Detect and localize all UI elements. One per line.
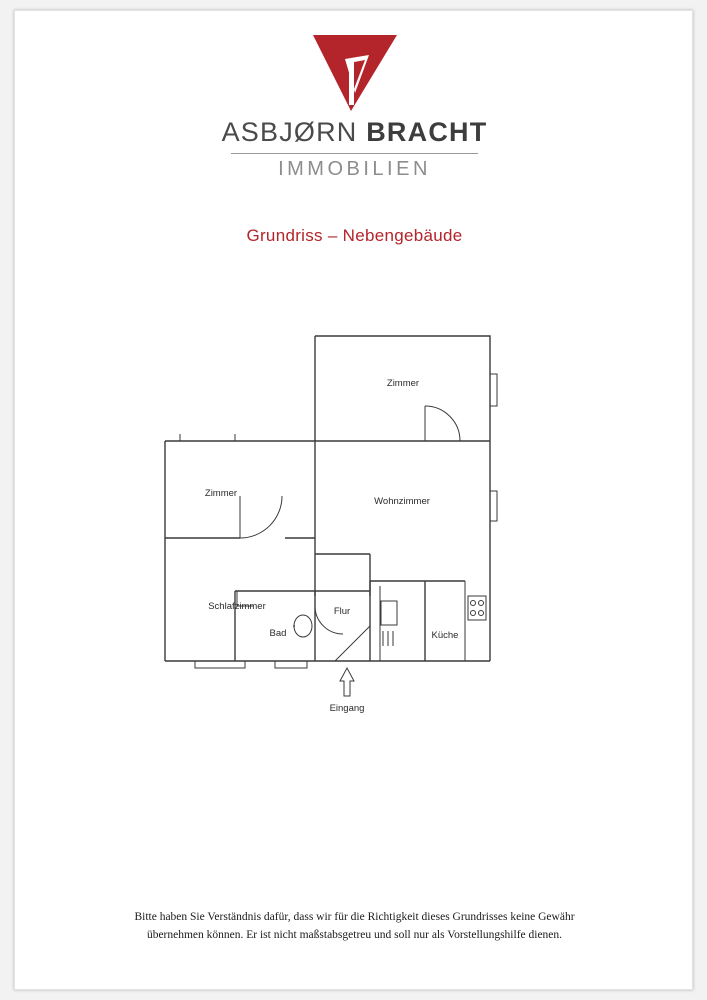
disclaimer-line-2: übernehmen können. Er ist nicht maßstabsgetreu und soll nur als Vorstellungshilfe dienen. (146, 928, 563, 941)
room-label-bad: Bad (269, 628, 286, 639)
disclaimer-line-1: Bitte haben Sie Verständnis dafür, dass wir für die Richtigkeit dieses Grundrisses keine Gewähr (134, 911, 575, 923)
page-title: Grundriss – Nebengebäude (246, 226, 463, 245)
logo-mark-icon (305, 33, 405, 111)
logo-first-name: ASBJØRN (221, 117, 358, 147)
floorplan (15, 306, 693, 746)
floorplan-drawing (125, 306, 585, 726)
document-page (14, 10, 693, 990)
room-label-zimmer-left: Zimmer (204, 488, 237, 499)
label-eingang: Eingang (329, 703, 364, 714)
company-logo (15, 33, 693, 181)
room-label-kueche: Küche (431, 630, 458, 641)
logo-wordmark (15, 117, 693, 148)
room-label-zimmer-upper: Zimmer (386, 378, 419, 389)
logo-subtitle: IMMOBILIEN (278, 158, 431, 180)
disclaimer (55, 909, 654, 945)
room-label-wohnzimmer: Wohnzimmer (373, 496, 430, 507)
room-label-schlafzimmer: Schlafzimmer (207, 601, 266, 612)
logo-divider (231, 153, 478, 154)
room-label-flur: Flur (333, 606, 350, 617)
logo-last-name: BRACHT (366, 117, 488, 147)
